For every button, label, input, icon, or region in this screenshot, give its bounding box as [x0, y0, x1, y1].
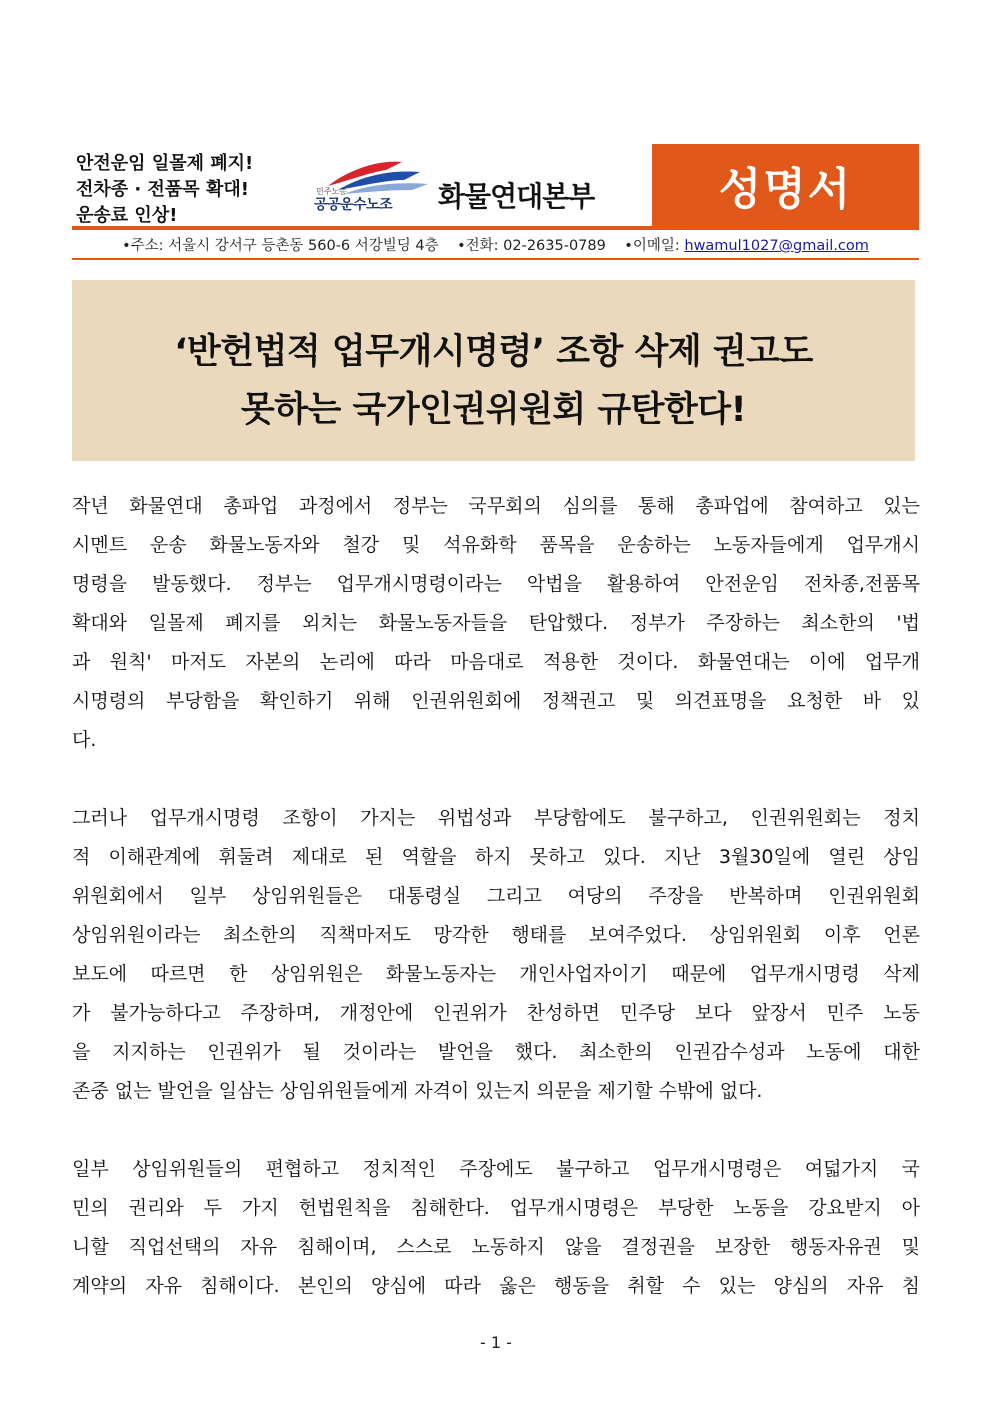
paragraph-2 [72, 799, 920, 1111]
slogans [76, 151, 253, 229]
hq-name: 화물연대본부 [438, 180, 595, 213]
paragraph-line: 존중 없는 발언을 일삼는 상임위원들에게 자격이 있는지 의문을 제기할 수밖에 없다. [72, 1080, 763, 1102]
statement-body [72, 487, 920, 1306]
paragraph-line: 가 불가능하다고 주장하며, 개정안에 인권위가 찬성하면 민주당 보다 앞장서 민주 노동 [72, 1002, 920, 1024]
union-logo [314, 156, 634, 216]
slogan-2: 전차종 · 전품목 확대! [76, 179, 249, 200]
union-name: 공공운수노조 [314, 197, 393, 213]
page-number: - 1 - [480, 1333, 512, 1352]
contact-rule [72, 258, 919, 260]
union-small-label: 민주노총 [316, 187, 347, 196]
paragraph-line: 시명령의 부당함을 확인하기 위해 인권위원회에 정책권고 및 의견표명을 요청한 바 있 [72, 690, 920, 712]
paragraph-line: 니할 직업선택의 자유 침해이며, 스스로 노동하지 않을 결정권을 보장한 행동자유권 및 [72, 1236, 920, 1258]
title-box [72, 280, 915, 461]
contact-address: •주소: 서울시 강서구 등촌동 560-6 서강빌딩 4층 [122, 238, 439, 254]
paragraph-line: 보도에 따르면 한 상임위원은 화물노동자는 개인사업자이기 때문에 업무개시명령 삭제 [72, 963, 920, 985]
contact-email-link[interactable]: hwamul1027@gmail.com [684, 238, 869, 254]
paragraph-line: 과 원칙' 마저도 자본의 논리에 따라 마음대로 적용한 것이다. 화물연대는 이에 업무개 [72, 651, 920, 673]
paragraph-line: 다. [72, 729, 97, 751]
statement-badge [652, 144, 919, 226]
contact-email-label: •이메일: [624, 238, 685, 254]
doc-type-label: 성명서 [718, 164, 853, 215]
paragraph-1 [72, 487, 920, 760]
paragraph-line: 확대와 일몰제 폐지를 외치는 화물노동자들을 탄압했다. 정부가 주장하는 최소한의 '법 [72, 612, 920, 634]
contact-phone: •전화: 02-2635-0789 [457, 238, 606, 254]
slogan-1: 안전운임 일몰제 폐지! [76, 153, 254, 174]
header-rule [72, 226, 919, 230]
paragraph-3 [72, 1150, 920, 1306]
paragraph-line: 시멘트 운송 화물노동자와 철강 및 석유화학 품목을 운송하는 노동자들에게 업무개시 [72, 534, 920, 556]
slogan-3: 운송료 인상! [76, 205, 178, 226]
paragraph-line: 계약의 자유 침해이다. 본인의 양심에 따라 옳은 행동을 취할 수 있는 양심의 자유 침 [72, 1275, 920, 1297]
paragraph-line: 명령을 발동했다. 정부는 업무개시명령이라는 악법을 활용하여 안전운임 전차종,전품목 [72, 573, 920, 595]
paragraph-line: 민의 권리와 두 가지 헌법원칙을 침해한다. 업무개시명령은 부당한 노동을 강요받지 아 [72, 1197, 920, 1219]
paragraph-line: 작년 화물연대 총파업 과정에서 정부는 국무회의 심의를 통해 총파업에 참여하고 있는 [72, 495, 920, 517]
paragraph-line: 위원회에서 일부 상임위원들은 대통령실 그리고 여당의 주장을 반복하며 인권위원회 [72, 885, 920, 907]
title-line-1: ‘반헌법적 업무개시명령’ 조항 삭제 권고도 [174, 332, 813, 372]
title-line-2: 못하는 국가인권위원회 규탄한다! [240, 390, 747, 430]
paragraph-line: 상임위원이라는 최소한의 직책마저도 망각한 행태를 보여주었다. 상임위원회 이후 언론 [72, 924, 920, 946]
paragraph-line: 일부 상임위원들의 편협하고 정치적인 주장에도 불구하고 업무개시명령은 여덟가지 국 [72, 1158, 920, 1180]
paragraph-line: 그러나 업무개시명령 조항이 가지는 위법성과 부당함에도 불구하고, 인권위원회는 정치 [72, 807, 920, 829]
paragraph-line: 을 지지하는 인권위가 될 것이라는 발언을 했다. 최소한의 인권감수성과 노동에 대한 [72, 1041, 920, 1063]
paragraph-line: 적 이해관계에 휘둘려 제대로 된 역할을 하지 못하고 있다. 지난 3월30일에 열린 상임 [72, 846, 920, 868]
contact-line [72, 234, 919, 255]
